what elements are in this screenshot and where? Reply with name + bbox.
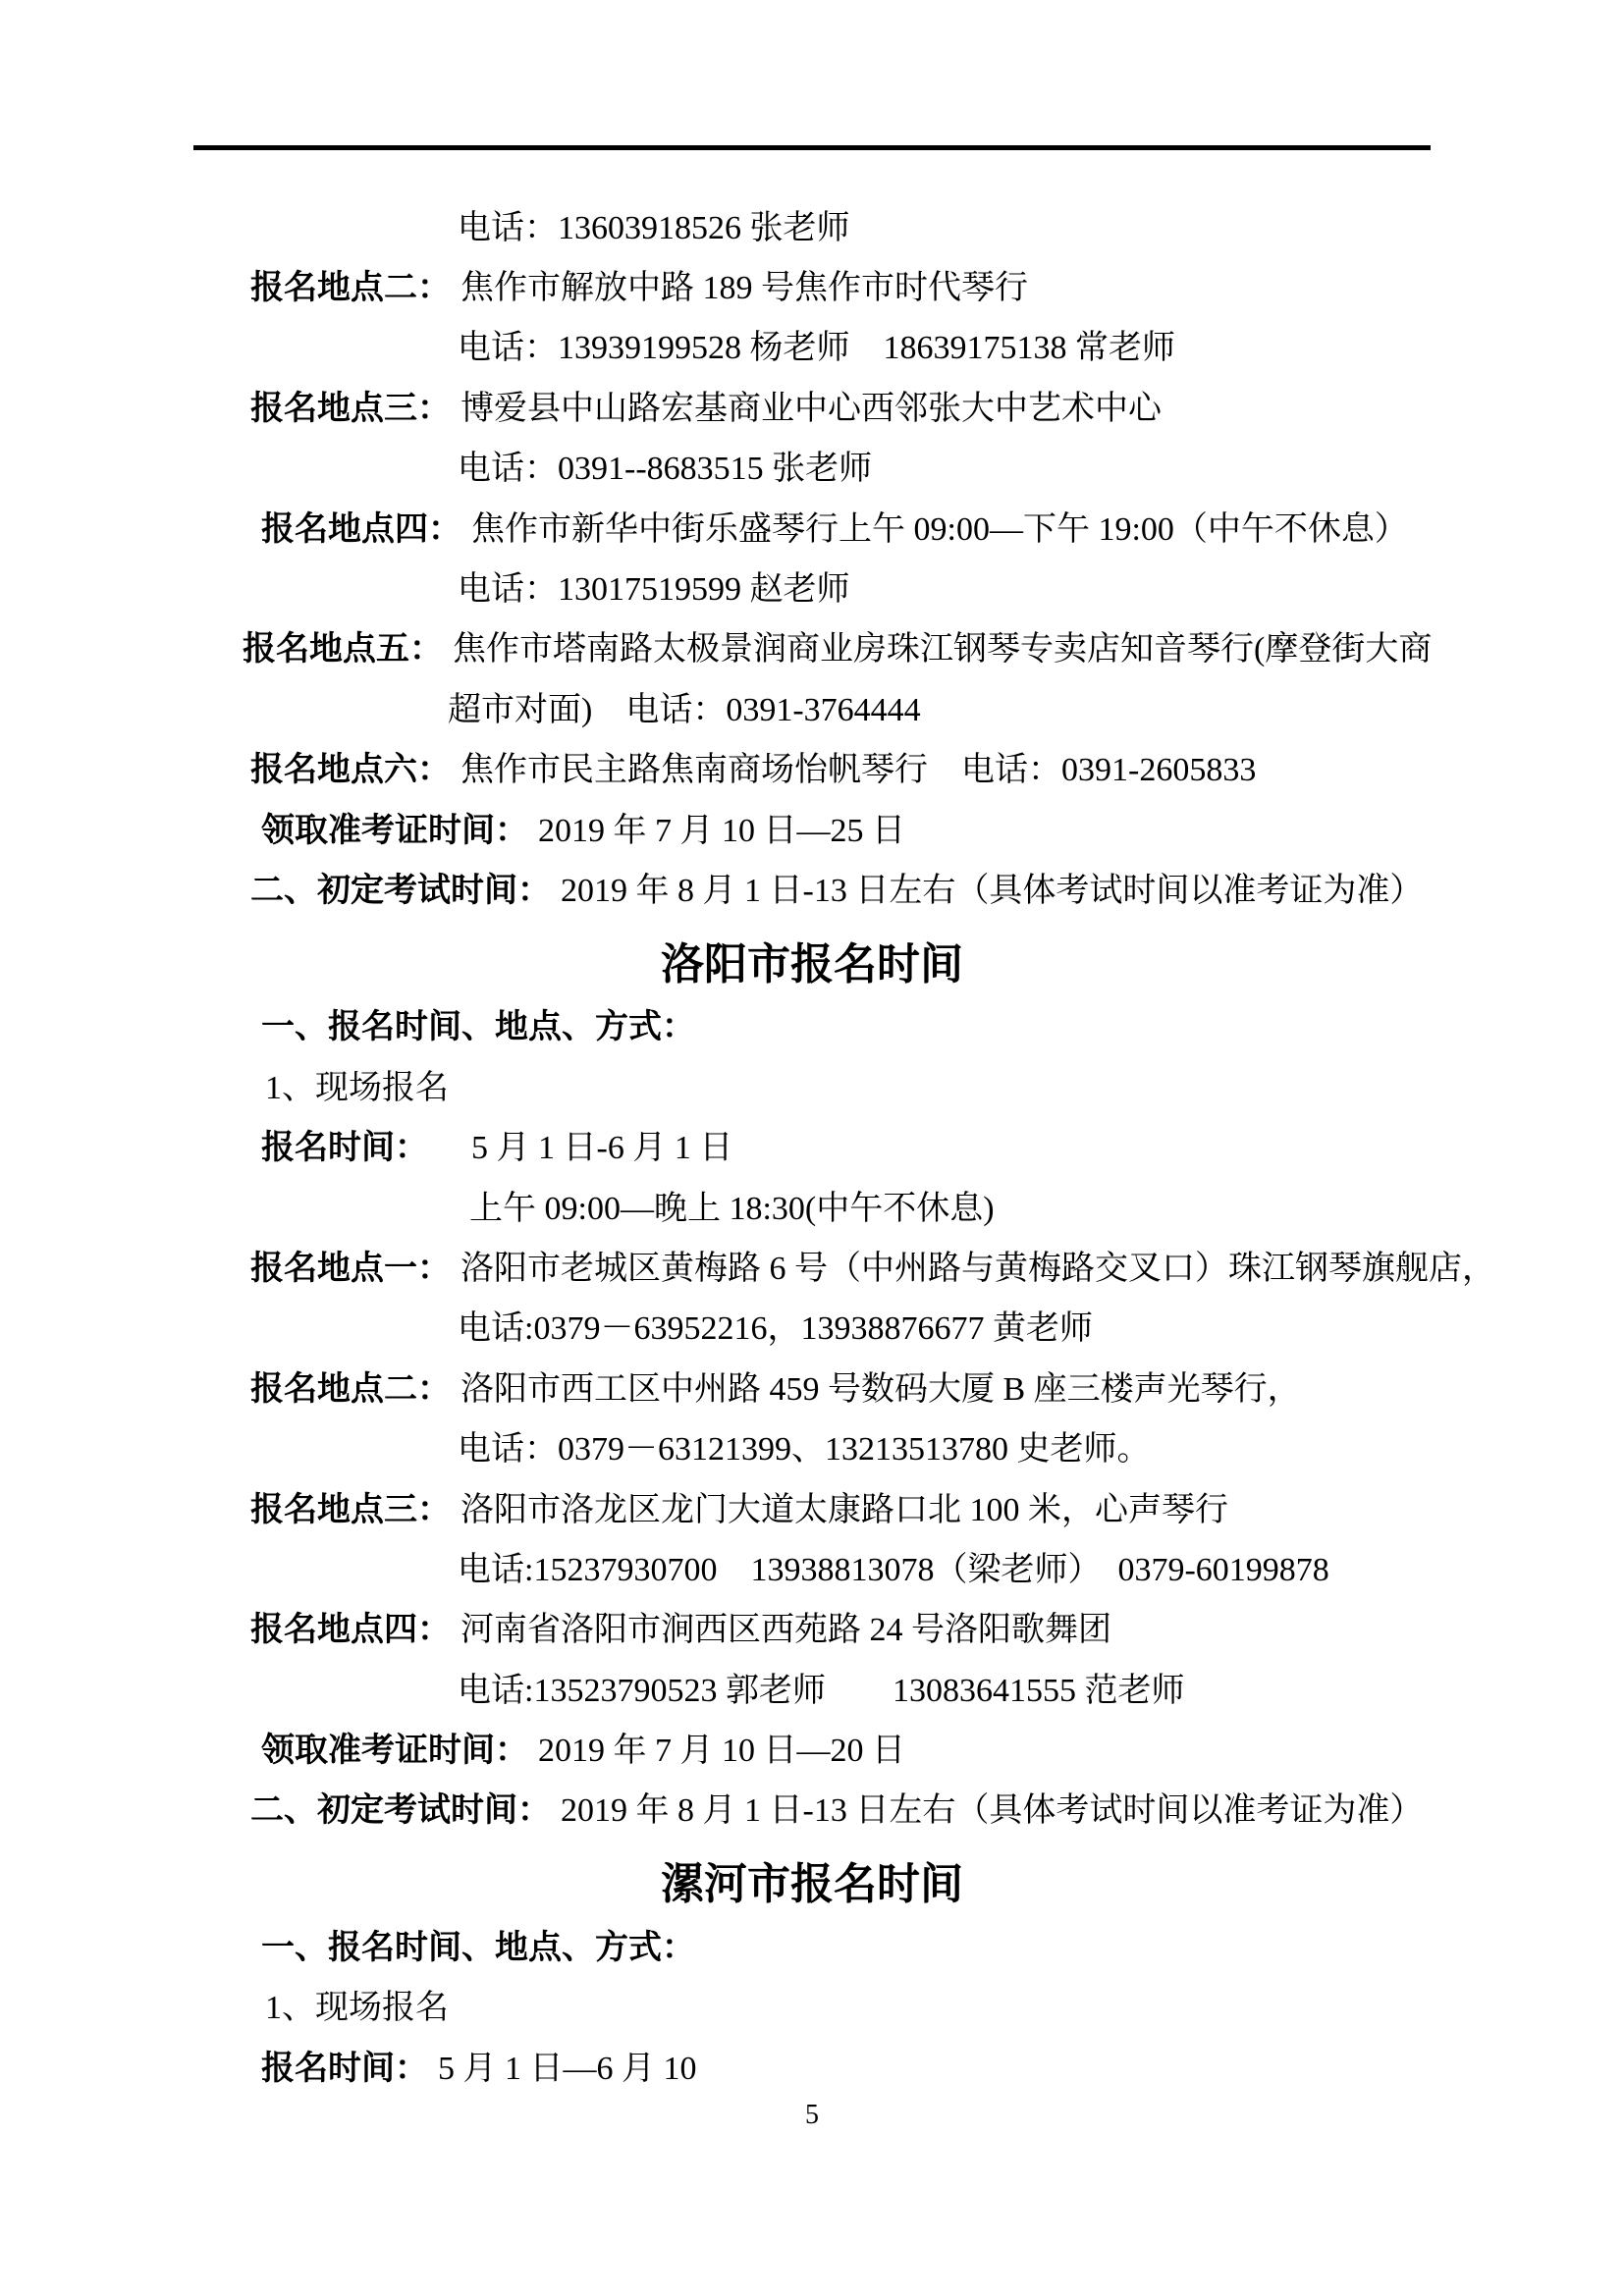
doc-line: 报名地点四： 河南省洛阳市涧西区西苑路 24 号洛阳歌舞团 [250,1612,1111,1649]
doc-line: 电话：13939199528 杨老师 18639175138 常老师 [458,330,1175,367]
doc-line: 超市对面) 电话：0391-3764444 [448,691,921,728]
section-heading-luohe: 漯河市报名时间 [661,1860,963,1909]
doc-line: 电话：0379－63121399、13213513780 史老师。 [458,1431,1151,1468]
doc-line: 报名地点四： 焦作市新华中街乐盛琴行上午 09:00—下午 19:00（中午不休息） [261,510,1408,548]
doc-line: 一、报名时间、地点、方式： [261,1009,695,1046]
doc-line: 报名地点三： 博爱县中山路宏基商业中心西邻张大中艺术中心 [250,390,1162,427]
doc-line: 电话：13603918526 张老师 [458,209,850,246]
doc-line: 上午 09:00—晚上 18:30(中午不休息) [469,1190,995,1227]
doc-line: 报名地点六： 焦作市民主路焦南商场怡帆琴行 电话：0391-2605833 [250,752,1257,789]
doc-line: 一、报名时间、地点、方式： [261,1929,695,1966]
doc-line: 领取准考证时间： 2019 年 7 月 10 日—20 日 [261,1733,905,1770]
doc-line: 报名地点二： 洛阳市西工区中州路 459 号数码大厦 B 座三楼声光琴行， [250,1370,1301,1408]
doc-line: 报名时间： 5 月 1 日-6 月 1 日 [261,1130,733,1167]
doc-line: 二、初定考试时间： 2019 年 8 月 1 日-13 日左右（具体考试时间以准考证为准） [250,1792,1424,1830]
doc-line: 电话:0379－63952216，13938876677 黄老师 [458,1310,1093,1348]
page-number: 5 [805,2099,819,2130]
doc-line: 报名时间： 5 月 1 日—6 月 10 [261,2050,697,2087]
section-heading-luoyang: 洛阳市报名时间 [661,939,963,988]
document-body [0,147,1624,2131]
doc-line: 报名地点三： 洛阳市洛龙区龙门大道太康路口北 100 米，心声琴行 [250,1491,1228,1528]
doc-line: 报名地点五： 焦作市塔南路太极景润商业房珠江钢琴专卖店知音琴行(摩登街大商 [243,631,1433,668]
doc-line: 领取准考证时间： 2019 年 7 月 10 日—25 日 [261,812,905,849]
doc-line: 电话:13523790523 郭老师 13083641555 范老师 [458,1672,1185,1709]
doc-line: 二、初定考试时间： 2019 年 8 月 1 日-13 日左右（具体考试时间以准考证为准） [250,872,1424,909]
doc-line: 1、现场报名 [265,1069,449,1106]
doc-line: 电话：0391--8683515 张老师 [458,451,873,488]
doc-line: 1、现场报名 [265,1990,449,2027]
doc-line: 电话:15237930700 13938813078（梁老师） 0379-60199878 [458,1551,1329,1588]
doc-line: 报名地点二： 焦作市解放中路 189 号焦作市时代琴行 [250,270,1028,307]
doc-line: 电话：13017519599 赵老师 [458,571,850,609]
doc-line: 报名地点一： 洛阳市老城区黄梅路 6 号（中州路与黄梅路交叉口）珠江钢琴旗舰店， [250,1250,1495,1287]
